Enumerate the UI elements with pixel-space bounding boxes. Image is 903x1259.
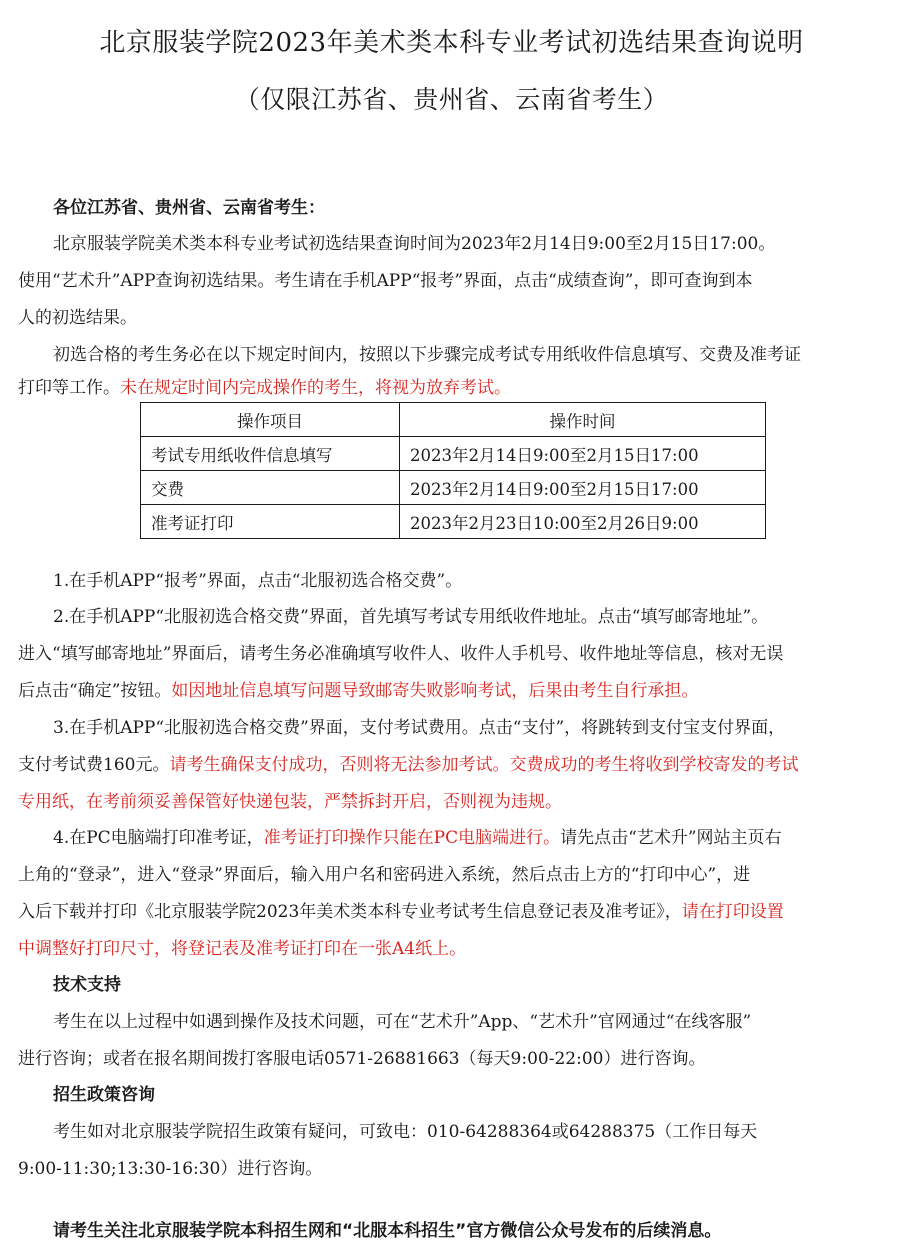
table-cell: 2023年2月14日9:00至2月15日17:00 xyxy=(400,471,766,505)
intro-line: 北京服装学院美术类本科专业考试初选结果查询时间为2023年2月14日9:00至2月15日17:00。 xyxy=(53,234,776,254)
step-text: 请先点击“艺术升”网站主页右 xyxy=(560,828,782,848)
policy-line: 9:00-11:30;13:30-16:30）进行咨询。 xyxy=(18,1159,323,1179)
support-line: 进行咨询；或者在报名期间拨打客服电话0571-26881663（每天9:00-22:00）进行咨询。 xyxy=(18,1049,706,1069)
support-line: 考生在以上过程中如遇到操作及技术问题，可在“艺术升”App、“艺术升”官网通过“在线客服” xyxy=(53,1012,752,1032)
step-4-line: 上角的“登录”，进入“登录”界面后，输入用户名和密码进入系统，然后点击上方的“打印中心”，进 xyxy=(18,865,751,885)
table-cell: 2023年2月23日10:00至2月26日9:00 xyxy=(400,505,766,539)
table-cell: 考试专用纸收件信息填写 xyxy=(141,437,400,471)
step-2-line: 进入“填写邮寄地址”界面后，请考生务必准确填写收件人、收件人手机号、收件地址等信息，核对无误 xyxy=(18,644,784,664)
policy-line: 考生如对北京服装学院招生政策有疑问，可致电：010-64288364或64288375（工作日每天 xyxy=(53,1122,758,1142)
schedule-table xyxy=(140,402,766,539)
table-row xyxy=(141,437,766,471)
step-1: 1.在手机APP“报考”界面，点击“北服初选合格交费”。 xyxy=(53,571,463,591)
step-2-line: 2.在手机APP“北服初选合格交费”界面，首先填写考试专用纸收件地址。点击“填写邮寄地址”。 xyxy=(53,607,769,627)
table-header: 操作项目 xyxy=(141,403,400,437)
step-warning: 准考证打印操作只能在PC电脑端进行。 xyxy=(263,828,561,848)
step-2-line xyxy=(18,680,698,702)
step-text: 入后下载并打印《北京服装学院2023年美术类本科专业考试考生信息登记表及准考证》， xyxy=(18,902,682,922)
step-text: 4.在PC电脑端打印准考证， xyxy=(53,828,264,848)
footer-notice: 请考生关注北京服装学院本科招生网和“北服本科招生”官方微信公众号发布的后续消息。 xyxy=(53,1221,722,1241)
table-header: 操作时间 xyxy=(400,403,766,437)
greeting: 各位江苏省、贵州省、云南省考生： xyxy=(53,198,325,218)
policy-heading: 招生政策咨询 xyxy=(53,1085,155,1105)
step-warning: 如因地址信息填写问题导致邮寄失败影响考试，后果由考生自行承担。 xyxy=(171,681,699,701)
step-text: 支付考试费160元。 xyxy=(18,755,170,775)
table-cell: 交费 xyxy=(141,471,400,505)
step-4-line xyxy=(53,827,782,849)
step-4-line xyxy=(18,901,784,923)
table-row xyxy=(141,505,766,539)
intro-warning: 未在规定时间内完成操作的考生，将视为放弃考试。 xyxy=(120,378,511,398)
intro-text: 打印等工作。 xyxy=(18,378,120,398)
step-4-warning: 中调整好打印尺寸，将登记表及准考证打印在一张A4纸上。 xyxy=(18,939,467,959)
page-title: 北京服装学院2023年美术类本科专业考试初选结果查询说明 xyxy=(99,28,804,58)
step-warning: 请在打印设置 xyxy=(681,902,784,922)
intro-line xyxy=(18,377,511,399)
table-cell: 2023年2月14日9:00至2月15日17:00 xyxy=(400,437,766,471)
step-warning: 请考生确保支付成功，否则将无法参加考试。交费成功的考生将收到学校寄发的考试 xyxy=(169,755,799,775)
table-cell: 准考证打印 xyxy=(141,505,400,539)
intro-line: 人的初选结果。 xyxy=(18,308,137,328)
step-3-line xyxy=(18,754,798,776)
step-3-line: 3.在手机APP“北服初选合格交费”界面，支付考试费用。点击“支付”，将跳转到支付宝支付界面， xyxy=(53,718,786,738)
step-text: 后点击“确定”按钮。 xyxy=(18,681,172,701)
step-3-warning: 专用纸，在考前须妥善保管好快递包装，严禁拆封开启，否则视为违规。 xyxy=(18,792,562,812)
support-heading: 技术支持 xyxy=(53,975,121,995)
page-subtitle: （仅限江苏省、贵州省、云南省考生） xyxy=(234,85,669,114)
table-header-row xyxy=(141,403,766,437)
intro-line: 初选合格的考生务必在以下规定时间内，按照以下步骤完成考试专用纸收件信息填写、交费及准考证 xyxy=(53,345,801,365)
table-row xyxy=(141,471,766,505)
intro-line: 使用“艺术升”APP查询初选结果。考生请在手机APP“报考”界面，点击“成绩查询”，即可查询到本 xyxy=(18,271,753,291)
